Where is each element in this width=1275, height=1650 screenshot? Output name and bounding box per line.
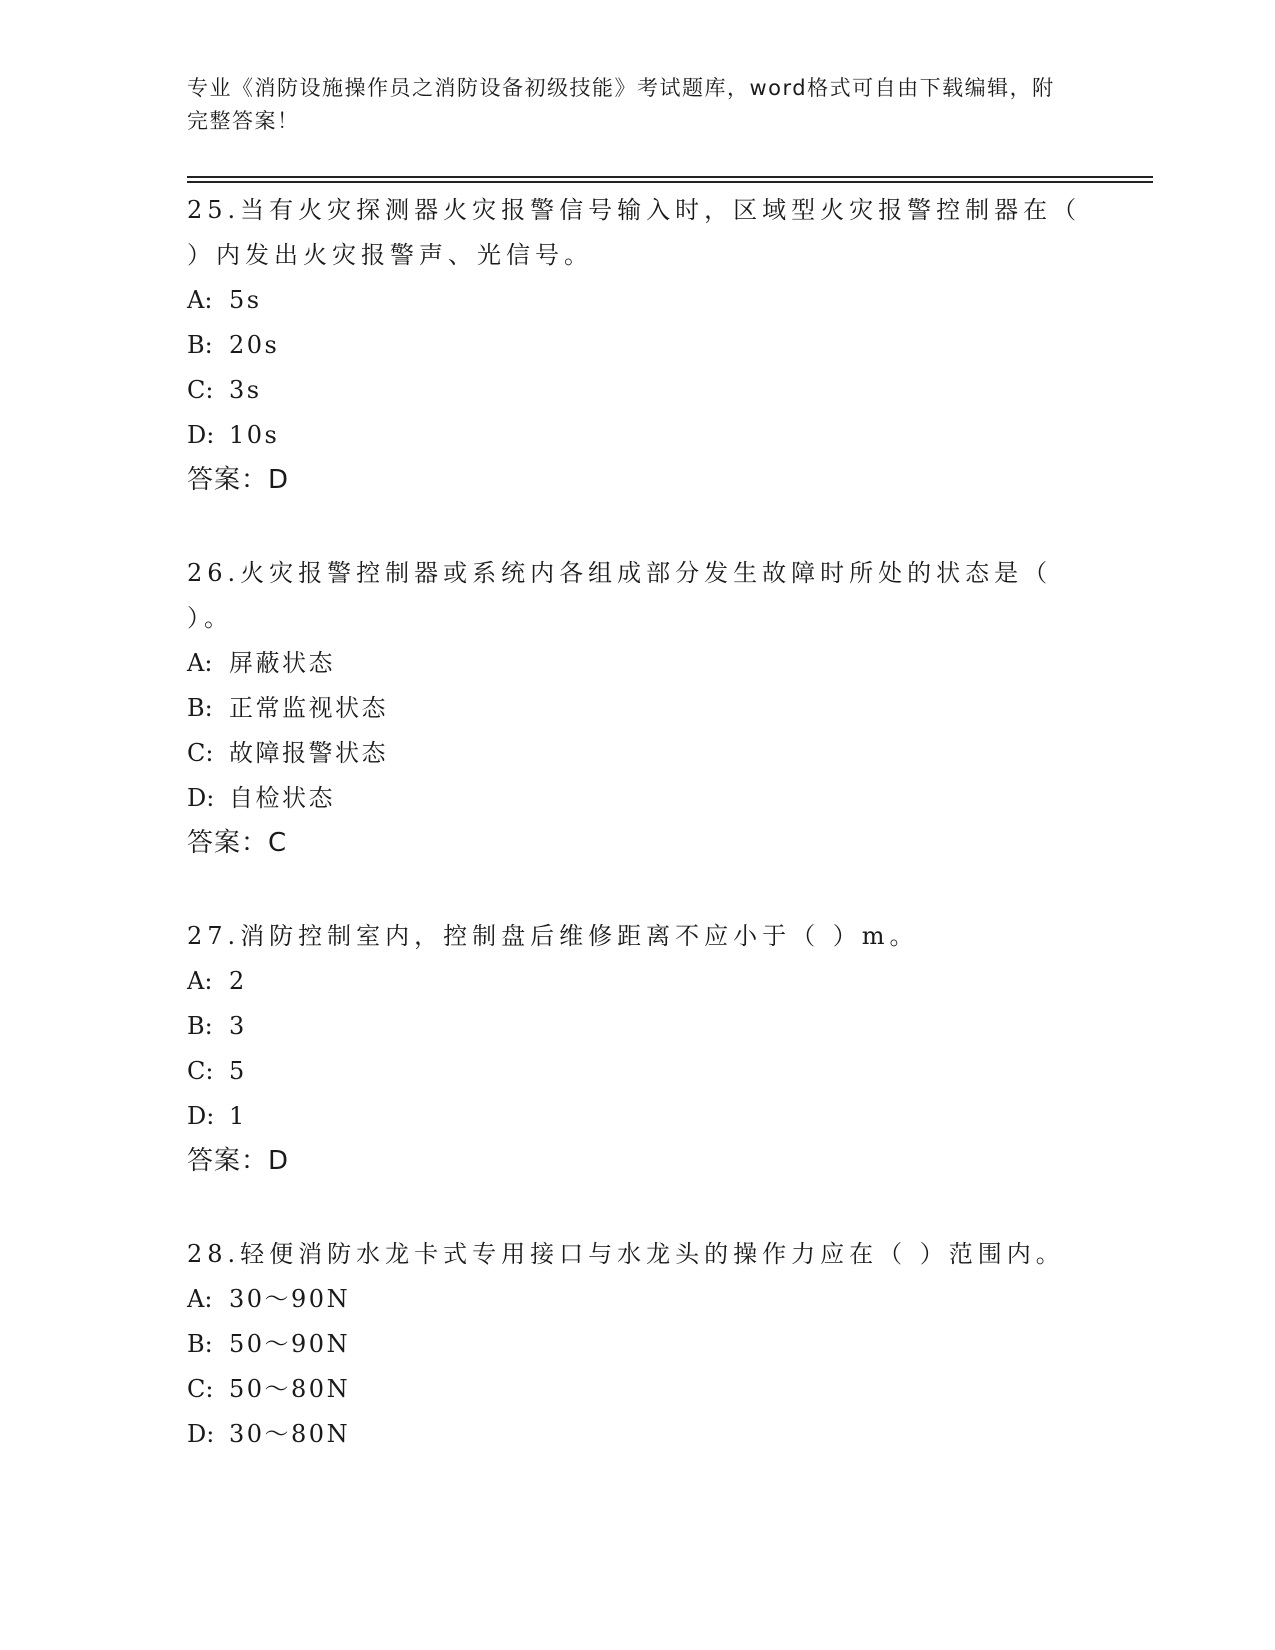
header-divider-top xyxy=(187,176,1153,178)
option-d xyxy=(187,776,1087,821)
option-letter: D: xyxy=(187,421,215,449)
option-text: 3 xyxy=(229,1012,247,1040)
option-letter: D: xyxy=(187,1102,215,1130)
answer-label: 答案：C xyxy=(187,828,288,858)
option-a xyxy=(187,641,1087,686)
answer-label: 答案：D xyxy=(187,465,290,495)
option-text: 30～90N xyxy=(229,1285,351,1313)
option-text: 5s xyxy=(229,286,262,314)
option-text: 自检状态 xyxy=(229,784,335,812)
question-stem: 25.当有火灾探测器火灾报警信号输入时，区域型火灾报警控制器在（ ）内发出火灾报警声、光信号。 xyxy=(187,196,1082,269)
question-26 xyxy=(187,551,1087,866)
question-27 xyxy=(187,914,1087,1184)
option-text: 50～90N xyxy=(229,1330,351,1358)
option-text: 20s xyxy=(229,331,280,359)
option-text: 故障报警状态 xyxy=(229,739,388,767)
option-text: 5 xyxy=(229,1057,247,1085)
option-letter: A: xyxy=(187,1285,213,1313)
question-28 xyxy=(187,1232,1087,1457)
option-c xyxy=(187,368,1087,413)
answer-label: 答案：D xyxy=(187,1146,290,1176)
option-letter: C: xyxy=(187,376,214,404)
option-text: 屏蔽状态 xyxy=(229,649,335,677)
option-c xyxy=(187,731,1087,776)
question-stem: 28.轻便消防水龙卡式专用接口与水龙头的操作力应在（ ）范围内。 xyxy=(187,1240,1065,1268)
option-letter: B: xyxy=(187,694,213,722)
question-stem: 27.消防控制室内，控制盘后维修距离不应小于（ ）m。 xyxy=(187,922,919,950)
option-c xyxy=(187,1049,1087,1094)
option-text: 50～80N xyxy=(229,1375,351,1403)
option-a xyxy=(187,959,1087,1004)
option-text: 1 xyxy=(229,1102,247,1130)
option-a xyxy=(187,278,1087,323)
header-divider-bottom xyxy=(187,181,1153,183)
option-d xyxy=(187,413,1087,458)
option-b xyxy=(187,323,1087,368)
option-b xyxy=(187,1004,1087,1049)
option-b xyxy=(187,686,1087,731)
option-letter: B: xyxy=(187,1012,213,1040)
option-d xyxy=(187,1412,1087,1457)
option-c xyxy=(187,1367,1087,1412)
option-text: 30～80N xyxy=(229,1420,351,1448)
question-25 xyxy=(187,188,1087,503)
option-letter: C: xyxy=(187,1057,214,1085)
option-text: 正常监视状态 xyxy=(229,694,388,722)
option-letter: A: xyxy=(187,286,213,314)
option-letter: B: xyxy=(187,331,213,359)
option-b xyxy=(187,1322,1087,1367)
option-text: 3s xyxy=(229,376,262,404)
question-stem: 26.火灾报警控制器或系统内各组成部分发生故障时所处的状态是（ ）。 xyxy=(187,559,1053,632)
option-letter: D: xyxy=(187,1420,215,1448)
option-letter: C: xyxy=(187,739,214,767)
option-text: 10s xyxy=(229,421,280,449)
option-letter: D: xyxy=(187,784,215,812)
option-letter: C: xyxy=(187,1375,214,1403)
option-letter: B: xyxy=(187,1330,213,1358)
option-letter: A: xyxy=(187,967,213,995)
option-letter: A: xyxy=(187,649,213,677)
option-text: 2 xyxy=(229,967,247,995)
option-a xyxy=(187,1277,1087,1322)
option-d xyxy=(187,1094,1087,1139)
document-intro: 专业《消防设施操作员之消防设备初级技能》考试题库，word格式可自由下载编辑，附完整答案！ xyxy=(187,76,1055,133)
